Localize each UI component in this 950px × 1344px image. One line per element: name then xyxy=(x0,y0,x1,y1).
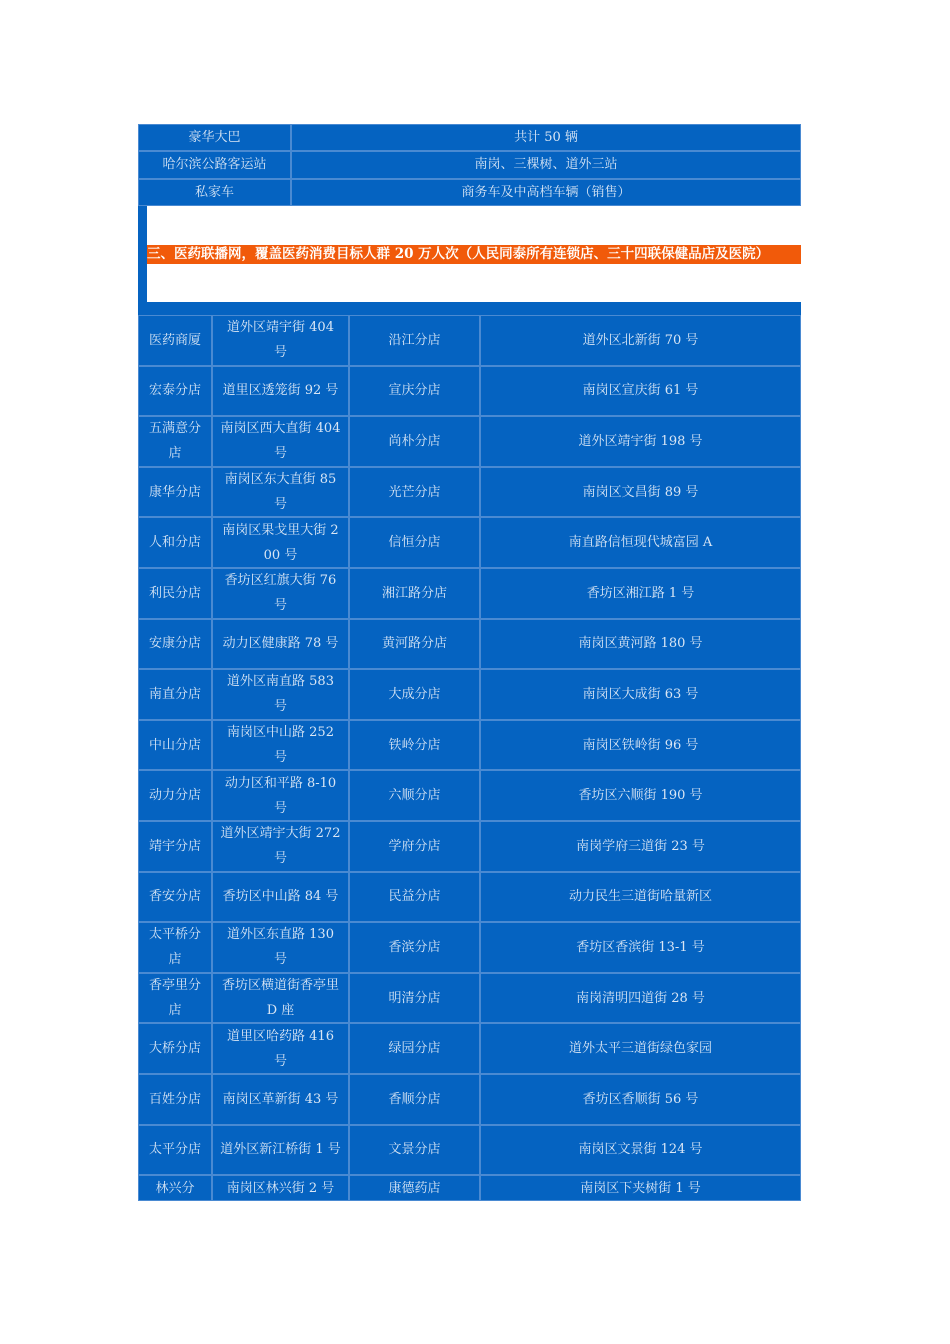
store-name-cell: 香安分店 xyxy=(138,872,212,923)
store-address-cell: 南岗区黄河路 180 号 xyxy=(480,619,801,670)
store-name-cell: 靖宇分店 xyxy=(138,821,212,872)
store-address-cell: 南岗区下夹树街 1 号 xyxy=(480,1175,801,1201)
store-table xyxy=(138,314,801,1201)
store-address-cell: 南直路信恒现代城富园 A xyxy=(480,517,801,568)
store-name-cell: 香亭里分店 xyxy=(138,973,212,1024)
store-address-cell: 香坊区湘江路 1 号 xyxy=(480,568,801,619)
store-address-cell: 南岗区西大直街 404 号 xyxy=(212,416,349,467)
store-name-cell: 医药商厦 xyxy=(138,315,212,366)
store-address-cell: 香坊区中山路 84 号 xyxy=(212,872,349,923)
store-name-cell: 湘江路分店 xyxy=(349,568,480,619)
store-address-cell: 南岗区文昌街 89 号 xyxy=(480,467,801,518)
store-name-cell: 太平桥分店 xyxy=(138,922,212,973)
store-address-cell: 动力区和平路 8-10 号 xyxy=(212,770,349,821)
store-address-cell: 动力区健康路 78 号 xyxy=(212,619,349,670)
store-address-cell: 南岗区大成街 63 号 xyxy=(480,669,801,720)
store-address-cell: 香坊区香顺街 56 号 xyxy=(480,1074,801,1125)
store-address-cell: 南岗区宣庆街 61 号 xyxy=(480,366,801,417)
store-address-cell: 道外区南直路 583 号 xyxy=(212,669,349,720)
store-address-cell: 动力民生三道街哈量新区 xyxy=(480,872,801,923)
vehicle-type-cell: 豪华大巴 xyxy=(138,124,291,151)
store-name-cell: 香滨分店 xyxy=(349,922,480,973)
store-address-cell: 道里区哈药路 416 号 xyxy=(212,1023,349,1074)
store-name-cell: 中山分店 xyxy=(138,720,212,771)
store-name-cell: 五满意分店 xyxy=(138,416,212,467)
store-name-cell: 人和分店 xyxy=(138,517,212,568)
store-address-cell: 道外太平三道街绿色家园 xyxy=(480,1023,801,1074)
store-address-cell: 道外区北新街 70 号 xyxy=(480,315,801,366)
store-name-cell: 宏泰分店 xyxy=(138,366,212,417)
store-address-cell: 道里区透笼街 92 号 xyxy=(212,366,349,417)
store-name-cell: 百姓分店 xyxy=(138,1074,212,1125)
store-address-cell: 香坊区红旗大街 76 号 xyxy=(212,568,349,619)
store-name-cell: 六顺分店 xyxy=(349,770,480,821)
store-name-cell: 大成分店 xyxy=(349,669,480,720)
vehicle-detail-cell: 商务车及中高档车辆（销售） xyxy=(291,179,801,206)
store-name-cell: 民益分店 xyxy=(349,872,480,923)
store-address-cell: 道外区新江桥街 1 号 xyxy=(212,1125,349,1176)
store-name-cell: 铁岭分店 xyxy=(349,720,480,771)
store-name-cell: 大桥分店 xyxy=(138,1023,212,1074)
store-name-cell: 光芒分店 xyxy=(349,467,480,518)
store-address-cell: 道外区靖宇街 198 号 xyxy=(480,416,801,467)
store-name-cell: 林兴分 xyxy=(138,1175,212,1201)
store-name-cell: 安康分店 xyxy=(138,619,212,670)
store-address-cell: 道外区东直路 130 号 xyxy=(212,922,349,973)
store-name-cell: 动力分店 xyxy=(138,770,212,821)
store-address-cell: 南岗学府三道街 23 号 xyxy=(480,821,801,872)
store-address-cell: 香坊区六顺街 190 号 xyxy=(480,770,801,821)
store-name-cell: 黄河路分店 xyxy=(349,619,480,670)
store-name-cell: 利民分店 xyxy=(138,568,212,619)
store-address-cell: 南岗区果戈里大街 200 号 xyxy=(212,517,349,568)
store-name-cell: 信恒分店 xyxy=(349,517,480,568)
vehicle-type-cell: 哈尔滨公路客运站 xyxy=(138,151,291,178)
store-name-cell: 宣庆分店 xyxy=(349,366,480,417)
store-name-cell: 太平分店 xyxy=(138,1125,212,1176)
store-address-cell: 南岗区林兴街 2 号 xyxy=(212,1175,349,1201)
store-address-cell: 香坊区横道街香亭里 D 座 xyxy=(212,973,349,1024)
vehicle-type-cell: 私家车 xyxy=(138,179,291,206)
store-address-cell: 道外区靖宇街 404 号 xyxy=(212,315,349,366)
store-name-cell: 康华分店 xyxy=(138,467,212,518)
store-name-cell: 沿江分店 xyxy=(349,315,480,366)
store-address-cell: 香坊区香滨街 13-1 号 xyxy=(480,922,801,973)
store-name-cell: 南直分店 xyxy=(138,669,212,720)
vehicle-table xyxy=(138,124,801,206)
store-address-cell: 道外区靖宇大街 272 号 xyxy=(212,821,349,872)
section-heading: 三、医药联播网，覆盖医药消费目标人群 20 万人次（人民同泰所有连锁店、三十四联保健品店及医院） xyxy=(147,245,801,264)
store-name-cell: 文景分店 xyxy=(349,1125,480,1176)
store-name-cell: 康德药店 xyxy=(349,1175,480,1201)
store-address-cell: 南岗区东大直街 85 号 xyxy=(212,467,349,518)
store-address-cell: 南岗区铁岭街 96 号 xyxy=(480,720,801,771)
store-name-cell: 明清分店 xyxy=(349,973,480,1024)
vehicle-detail-cell: 南岗、三棵树、道外三站 xyxy=(291,151,801,178)
store-address-cell: 南岗区革新街 43 号 xyxy=(212,1074,349,1125)
store-address-cell: 南岗清明四道街 28 号 xyxy=(480,973,801,1024)
store-name-cell: 绿园分店 xyxy=(349,1023,480,1074)
store-name-cell: 香顺分店 xyxy=(349,1074,480,1125)
store-name-cell: 尚朴分店 xyxy=(349,416,480,467)
store-name-cell: 学府分店 xyxy=(349,821,480,872)
store-address-cell: 南岗区文景街 124 号 xyxy=(480,1125,801,1176)
store-address-cell: 南岗区中山路 252 号 xyxy=(212,720,349,771)
vehicle-detail-cell: 共计 50 辆 xyxy=(291,124,801,151)
